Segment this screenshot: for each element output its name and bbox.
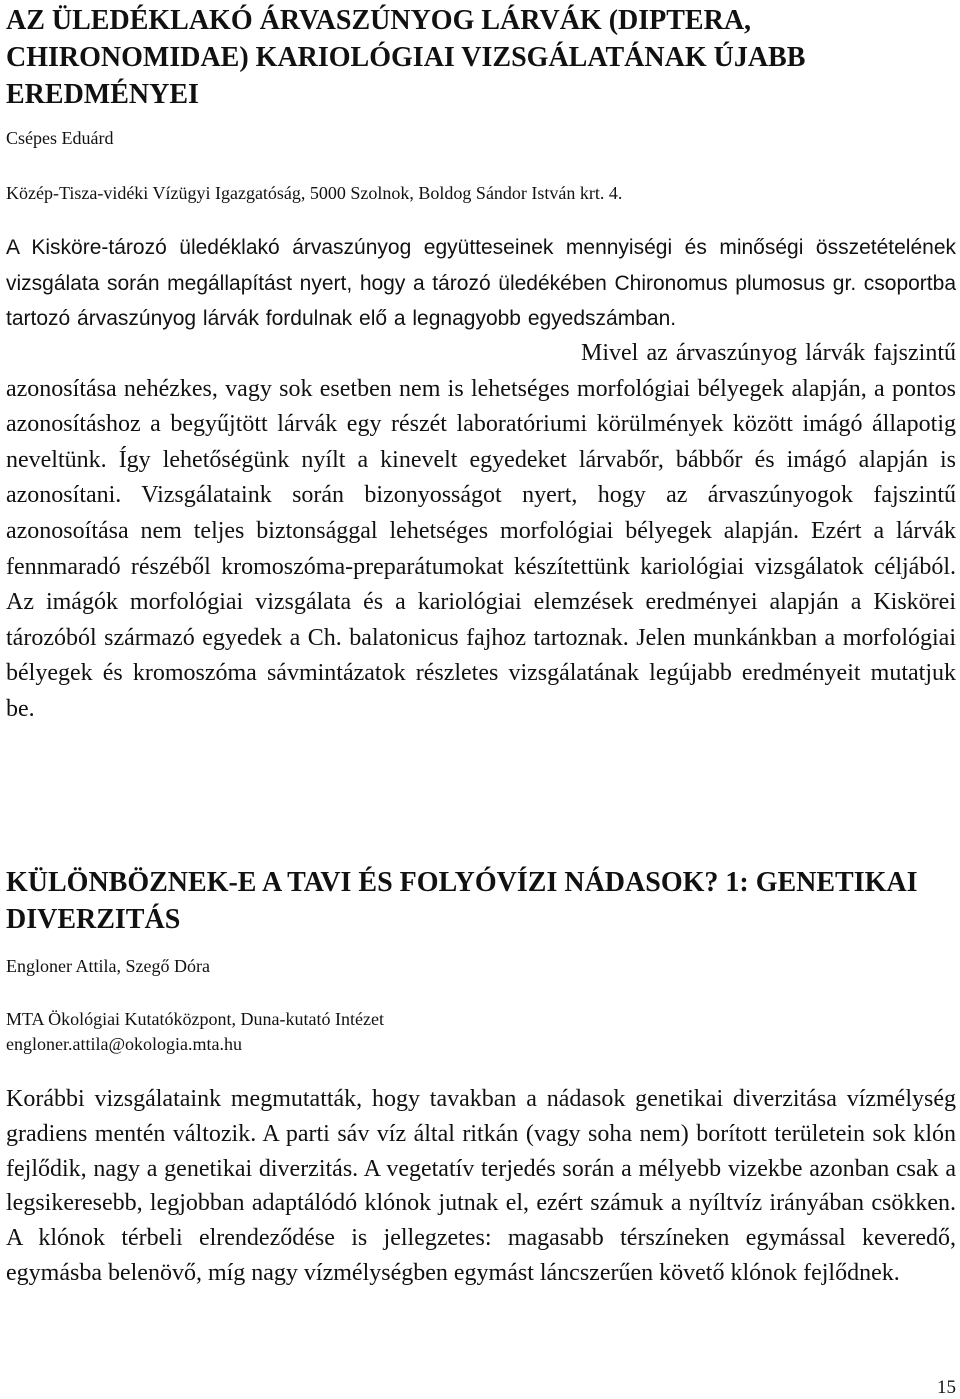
article1-title: AZ ÜLEDÉKLAKÓ ÁRVASZÚNYOG LÁRVÁK (DIPTERA, CHIRONOMIDAE) KARIOLÓGIAI VIZSGÁLATÁNAK ÚJABB EREDMÉNYEI <box>6 5 806 110</box>
article2-email: engloner.attila@okologia.mta.hu <box>6 1034 243 1054</box>
article2-author: Engloner Attila, Szegő Dóra <box>6 956 210 976</box>
article1-abstract-part1: A Kisköre-tározó üledéklakó árvaszúnyog együtteseinek mennyiségi és minőségi összetételének vizsgálata során megállapítást nyert, hogy a tározó üledékében Chironomus plumosus gr. csoportba tartozó árvaszúnyog lárvák fordulnak elő a legnagyobb egyedszámban. <box>6 236 956 330</box>
article2-title: KÜLÖNBÖZNEK-E A TAVI ÉS FOLYÓVÍZI NÁDASOK? 1: GENETIKAI DIVERZITÁS <box>6 867 918 935</box>
article1-abstract-part2: Mivel az árvaszúnyog lárvák fajszintű azonosítása nehézkes, vagy sok esetben nem is lehetséges morfológiai bélyegek alapján, a pontos azonosításhoz a begyűjtött lárvák egy részét laboratóriumi körülmények között imágó állapotig neveltünk. Így lehetőségünk nyílt a kinevelt egyedeket lárvabőr, bábbőr és imágó alapján is azonosítani. Vizsgálataink során bizonyosságot nyert, hogy az árvaszúnyogok fajszintű azonosoítása nem teljes biztonsággal lehetséges morfológiai bélyegek alapján. Ezért a lárvák fennmaradó részéből kromoszóma-preparátumokat készítettünk kariológiai vizsgálatok céljából. Az imágók morfológiai vizsgálata és a kariológiai elemzések eredményei alapján a Kiskörei tározóból származó egyedek a Ch. balatonicus fajhoz tartoznak. Jelen munkánkban a morfológiai bélyegek és kromoszóma sávmintázatok részletes vizsgálatának legújabb eredményeit mutatjuk be. <box>6 340 956 722</box>
article2-abstract: Korábbi vizsgálataink megmutatták, hogy tavakban a nádasok genetikai diverzitása vízmélység gradiens mentén változik. A parti sáv víz által ritkán (vagy soha nem) borított területein sok klón fejlődik, nagy a genetikai diverzitás. A vegetatív terjedés során a mélyebb vizekbe azonban csak a legsikeresebb, legjobban adaptálódó klónok jutnak el, ezért számuk a nyíltvíz irányában csökken. A klónok térbeli elrendeződése is jellegzetes: magasabb térszíneken egymással keveredő, egymásba belenövő, míg nagy vízmélységben egymást láncszerűen követő klónok fejlődnek. <box>6 1086 956 1286</box>
article1-affiliation: Közép-Tisza-vidéki Vízügyi Igazgatóság, 5000 Szolnok, Boldog Sándor István krt. 4. <box>6 183 623 203</box>
article2-affiliation: MTA Ökológiai Kutatóközpont, Duna-kutató Intézet <box>6 1009 384 1029</box>
page-number: 15 <box>937 1377 956 1398</box>
article1-author: Csépes Eduárd <box>6 128 114 148</box>
document-page <box>6 0 956 1398</box>
